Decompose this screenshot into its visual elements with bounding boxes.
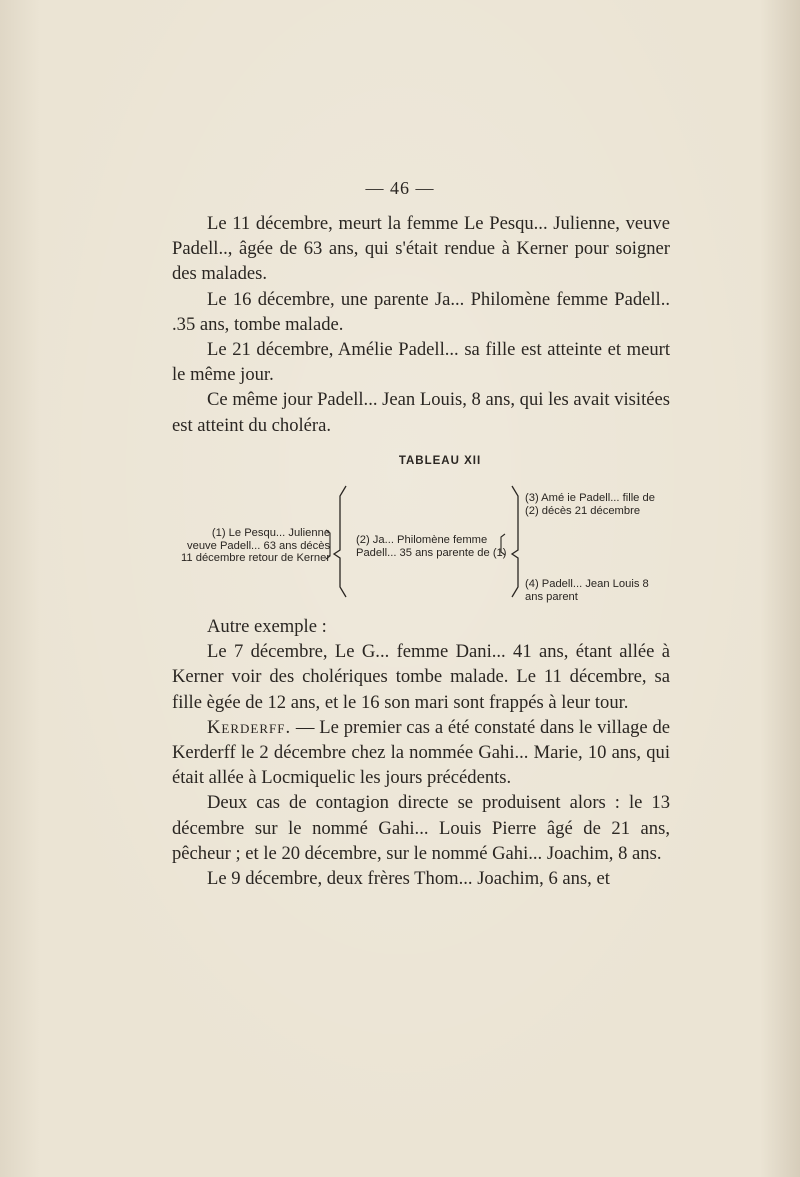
cell-line: ans parent: [525, 590, 578, 603]
diagram-cell-4: [525, 578, 649, 603]
text-block-top: [172, 211, 670, 438]
paragraph: Le 7 décembre, Le G... femme Dani... 41 ans, étant allée à Kerner voir des cholériques tombe malade. Le 11 décembre, sa fille ègée de 12 ans, et le 16 son mari sont frappés à leur tour.: [172, 641, 670, 713]
bracket-right: [512, 486, 518, 597]
diagram-cell-3: [525, 492, 655, 517]
cell-line: (1) Le Pesqu... Julienne: [211, 527, 331, 539]
paragraph: Deux cas de contagion directe se produisent alors : le 13 décembre sur le nommé Gahi... Louis Pierre âgé de 21 ans, pêcheur ; et le 20 décembre, sur le nommé Gahi... Joachim, 8 ans.: [172, 792, 670, 864]
cell-line: (4) Padell... Jean Louis 8: [525, 578, 649, 590]
tableau-title: TABLEAU XII: [398, 455, 482, 467]
cell-line: (3) Amé ie Padell... fille de: [525, 492, 655, 504]
contagion-diagram: [0, 470, 800, 610]
paragraph: Le 16 décembre, une parente Ja... Philomène femme Padell.. .35 ans, tombe malade.: [172, 288, 670, 335]
cell-line: 11 décembre retour de Kerner: [181, 552, 331, 564]
paragraph: Ce même jour Padell... Jean Louis, 8 ans, qui les avait visitées est atteint du choléra.: [172, 389, 670, 436]
page-number: — 46 —: [365, 178, 435, 198]
diagram-cell-2: [356, 534, 507, 559]
cell-line: Padell... 35 ans parente de (1): [356, 546, 507, 559]
text-block-bottom: [172, 614, 670, 891]
cell-line: (2) décès 21 décembre: [525, 504, 641, 517]
paragraph: Le 11 décembre, meurt la femme Le Pesqu... Julienne, veuve Padell.., âgée de 63 ans, qui s'était rendue à Kerner pour soigner des malades.: [172, 213, 670, 285]
paragraph: Le 21 décembre, Amélie Padell... sa fille est atteinte et meurt le même jour.: [172, 339, 670, 386]
paragraph-text: — Le premier cas a été constaté dans le village de Kerderff le 2 décembre chez la nommée Gahi... Marie, 10 ans, qui était allée à Locmiquelic les jours précédents.: [172, 716, 670, 789]
cell-line: veuve Padell... 63 ans décès: [187, 539, 331, 552]
diagram-cell-1: [181, 527, 330, 565]
paragraph: Le 9 décembre, deux frères Thom... Joachim, 6 ans, et: [207, 868, 610, 890]
bracket-left: [334, 486, 346, 597]
cell-line: (2) Ja... Philomène femme: [356, 534, 488, 546]
paragraph: Autre exemple :: [207, 616, 327, 637]
section-heading: Kerderff.: [207, 716, 292, 738]
paragraph: [172, 715, 670, 791]
